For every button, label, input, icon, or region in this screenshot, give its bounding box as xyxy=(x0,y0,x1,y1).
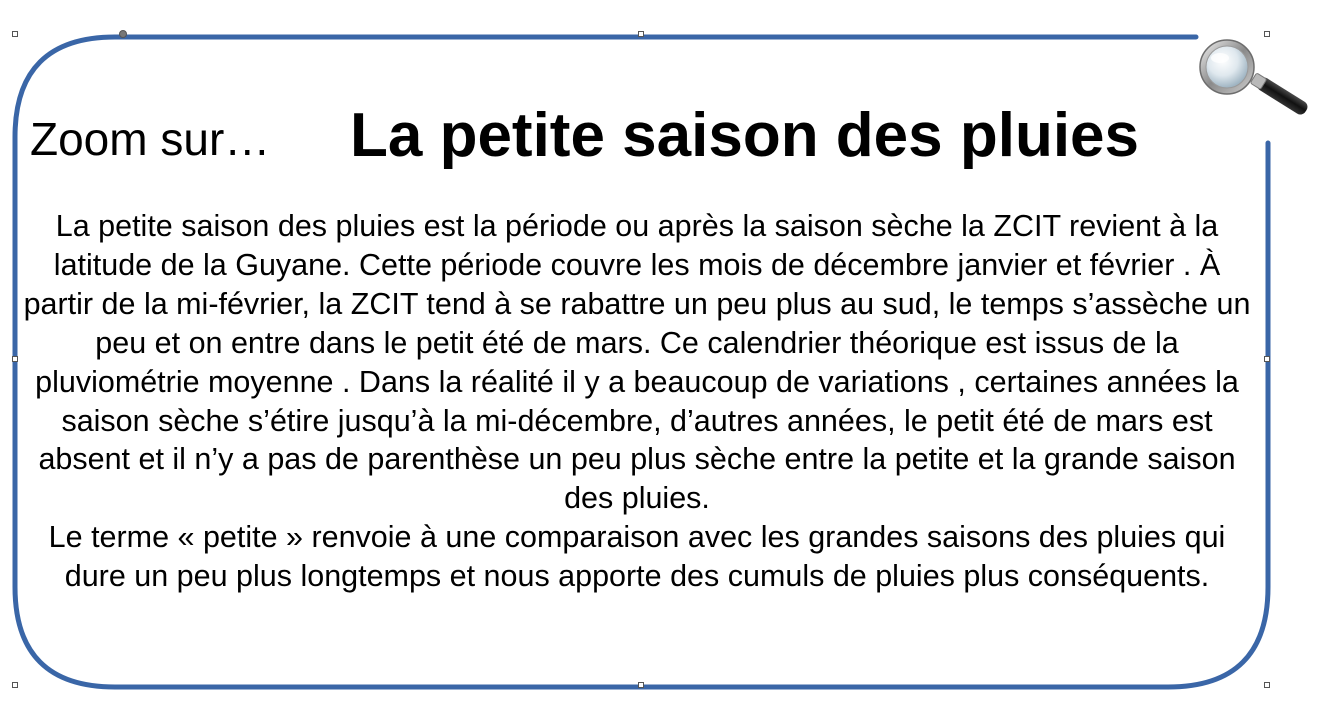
selection-handle-bottom-middle[interactable] xyxy=(638,682,644,688)
selection-handle-bottom-left[interactable] xyxy=(12,682,18,688)
paragraph-2: Le terme « petite » renvoie à une comparaison avec les grandes saisons des pluies qui dure un peu plus longtemps et nous apporte des cumuls de pluies plus conséquents. xyxy=(48,520,1226,594)
page-title: La petite saison des pluies xyxy=(350,101,1140,170)
selection-handle-top-left[interactable] xyxy=(12,31,18,37)
selection-handle-bottom-right[interactable] xyxy=(1264,682,1270,688)
selection-handle-middle-right[interactable] xyxy=(1264,356,1270,362)
selection-handle-top-middle[interactable] xyxy=(638,31,644,37)
body-text xyxy=(22,207,1252,596)
magnifier-icon xyxy=(1196,36,1320,128)
shape-adjust-handle[interactable] xyxy=(119,30,127,38)
zoom-kicker: Zoom sur… xyxy=(30,113,271,165)
paragraph-1: La petite saison des pluies est la période ou après la saison sèche la ZCIT revient à la latitude de la Guyane. Cette période couvre les mois de décembre janvier et février . À partir de la mi-février, la ZCIT tend à se rabattre un peu plus au sud, le temps s’assèche un peu et on entre dans le petit été de mars. Ce calendrier théorique est issus de la pluviométrie moyenne . Dans la réalité il y a beaucoup de variations , certaines années la saison sèche s’étire jusqu’à la mi-décembre, d’autres années, le petit été de mars est absent et il n’y a pas de parenthèse un peu plus sèche entre la petite et la grande saison des pluies. xyxy=(23,209,1251,516)
selection-handle-middle-left[interactable] xyxy=(12,356,18,362)
